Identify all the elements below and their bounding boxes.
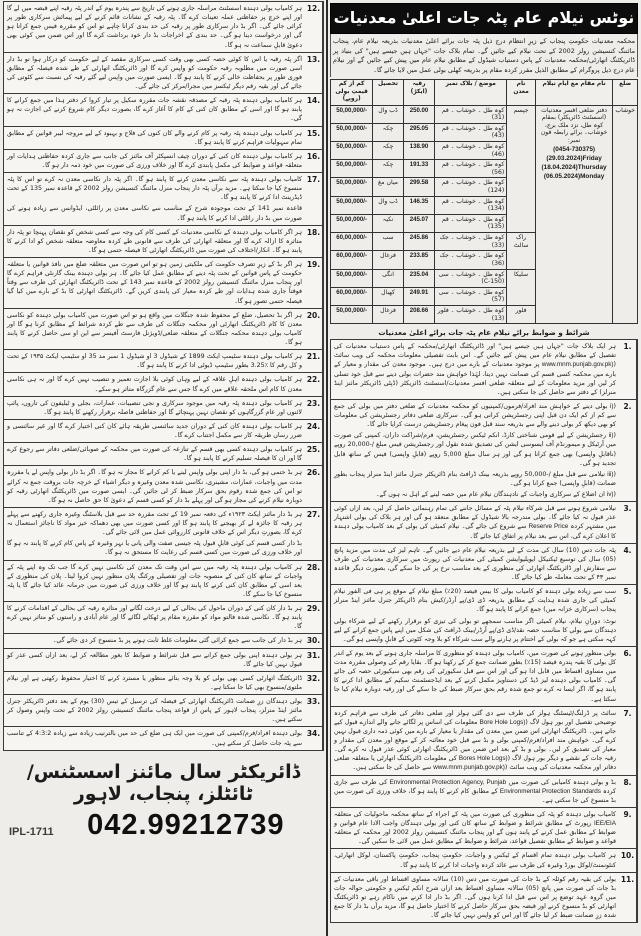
price-cell: 50,00,000/- — [331, 105, 373, 123]
block-number-cell: کوہ طل ۔ خوشاب ۔ قم (43) — [435, 123, 507, 141]
term-text: ہر بڈ دار مائنز ایکٹ ۱۹۲۳ء کی دفعہ نمبر 19 کے تحت مقررہ حد سے قبل بلاسٹنگ وغیرہ جاری رکھنے سے پہلے ہر رقبہ کا جائزہ لے کر بھیجنے کا پابند ہو گا اور کسی صورت میں بھی دھماکہ خیز مواد کا ناجائز استعمال نہ کرے گا، بصورتِ دیگر اس کے خلاف قانونی کارروائی عمل میں لائی جائے گی۔ بڈ دار کسی قسم کی کوئی قابلِ قبول پٹہ جیسی صفت والی پانی یا نہر وغیرہ کے پاس کام کرنے کا پابند نہ ہو گا اور خلاف ورزی کی صورت میں کسی قسم کی رعایت کا مستحق نہ ہو گا۔ — [7, 510, 302, 557]
term-text: بولی منظور ہونے کی صورت میں، کامیاب بولی دہندہ کو منظوری کا مراسلہ جاری ہونے کے بعد یوم کے اندر کل بولی کا بقیہ پندرہ فیصد (15٪) بطورِ ضمانت جمع کر کے رکھنا ہو گا۔ بقایا رقم کی وصولی مقررہ مدت میں مساوی اقساط میں قابل ادا ہو گی اور اس سے قبل سکیورٹی کی رقم بھی سیکیورٹی حصہ کی جائے گی۔ کامیاب بولی دہندہ لیز ڈیڈ کی دستاویز مکمل کرنے کے بعد ایڈجسٹمنٹ سکیم کے مطابق ادا کرنے کا پابند ہو گا، اگر ایسا نہ کرے تو جمع شدہ رقم بحق سرکار ضبط کی جا سکے گی اور رقبہ دوبارہ نیلام کیا جا سکتا ہے۔ — [334, 649, 616, 703]
block-number-cell: کوہ طل ۔ خوشاب ۔ سی (57) — [435, 287, 507, 305]
intro-paragraph: محکمہ معدنیات حکومتِ پنجاب کے زیرِ انتظام درج ذیل پٹہ جات برائے اعلیٰ معدنیات بذریعہ نیلام عام، پنجاب مائننگ کنسیشن رولز 2002 کے تحت نیلام کیے جائیں گے۔ تمام بلاک جات "جہاں ہیں جیسے ہیں" کی بنیاد پر ڈائریکٹنگ اتھارٹی/محکمہ معدنیات کے پاس دستیاب شیڈول کے مطابق نیلام عام میں پیش کیے جائیں گے اور نیلام عام درج ذیل پروگرام کے مطابق الذیل مقرر کردہ مقام پر بذریعہ کھلی بولی عمل میں لایا جائے گا۔ — [330, 34, 638, 77]
term-item — [3, 257, 324, 309]
term-item — [330, 872, 638, 924]
phone-number: 042.99212739 — [87, 808, 285, 841]
term-number: 25. — [305, 443, 323, 465]
area-cell: 295.05 — [403, 123, 435, 141]
tehsil-cell: انگی — [373, 269, 404, 287]
column-header: ضلع — [613, 80, 638, 105]
term-text: ہر کامیاب بولی دہندہ اہلِ علاقہ کے لیے وہاں کوئی بلا اجازت تعمیر و تنصیب نہیں کرے گا اور نہ ہی نکاسی معدن کا کام اس ملحقہ علاقے میں کرے گا جس سے عام گزرگاہ متاثر ہو سکے۔ — [7, 376, 302, 393]
term-item — [330, 646, 638, 707]
price-cell: 50,00,000/- — [331, 123, 373, 141]
term-item — [3, 601, 324, 634]
term-number: 3. — [619, 502, 637, 543]
price-cell: 50,00,000/- — [331, 214, 373, 232]
term-number: 19. — [305, 258, 323, 308]
term-item — [3, 419, 324, 443]
term-item — [3, 372, 324, 396]
venue-phone: (0454-730375) — [553, 145, 596, 153]
term-text: ہر کامیاب بولی دہندہ تمام اقسام کے ٹیکس و واجبات، حکومتِ پنجاب، حکومتِ پاکستان، لوکل اتھارٹی، کنٹونمنٹ/لوکل بورڈ وغیرہ کی طرف سے عائد کردہ واجبات ادا کرنے کا پابند ہو گا۔ — [334, 852, 616, 869]
term-number: 31. — [305, 649, 323, 671]
term-item — [3, 172, 324, 226]
price-cell: 50,00,000/- — [331, 305, 373, 323]
term-item — [3, 694, 324, 727]
term-item — [3, 149, 324, 173]
table-row — [331, 105, 638, 123]
term-number: 18. — [305, 226, 323, 257]
tehsil-cell: کھبال — [373, 287, 404, 305]
term-number: 22. — [305, 373, 323, 395]
term-number: 14. — [305, 94, 323, 125]
block-number-cell: کوہ طل ۔ خوشاب ۔ جک (36) — [435, 251, 507, 269]
term-number: 10. — [619, 849, 637, 871]
area-cell: 138.90 — [403, 142, 435, 160]
term-item — [330, 339, 638, 400]
term-text: اگر پٹہ رقبہ یا اس کا کوئی حصہ کسی بھی وقت کسی سرکاری مقصد کے لیے حکومت کو درکار ہوا تو بڈ دار اسی صورت میں مطلوبہ رقبہ حکومت کو واپس کرے گا اور ڈائریکٹنگ اتھارٹی کے طے شدہ فیصلہ کے مطابق فوری طور پر بحفاظت خالی کرنے کا پابند ہو گا۔ ایسی صورت میں واپس لیے گئے رقبہ کی نسبت سے کٹوتی کی جائے گی اور بقیہ رقم دیگر ٹیکسز میں مجرا/مرکز کی جائے گی۔ — [7, 55, 302, 90]
district-cell: خوشاب — [613, 105, 638, 324]
term-text: کامیاب بولی دہندہ پٹہ سے نکاسی معدن کرنے کا پابند ہو گا۔ اگر پٹہ دار نکاسی معدن نہ کرے تو اس کا پٹہ منسوخ کیا جا سکتا ہے۔ مزید برآں پٹہ دار پنجاب منرل مائننگ کنسیشن رولز 2002 کے قاعدہ نمبر 135 کے تحت ڈیڈرینٹ ادا کرنے کا پابند ہو گا۔ قاعدہ نمبر 141 کے تحت موجودہ شرح کے مناسب سے نکاسی معدن پر رائلٹی، ایڈوانس سے زیادہ ہونے کی صورت میں بڈ دار رائلٹی ادا کرنے کا پابند ہو گا۔ — [7, 176, 302, 222]
term-item — [3, 308, 324, 351]
mineral-cell: فلور — [507, 305, 535, 323]
column-header: کم از کم قیمتِ بولی (روپے) — [331, 80, 373, 105]
term-item — [330, 399, 638, 502]
term-item — [3, 442, 324, 466]
mineral-cell: جپسم — [507, 105, 535, 233]
term-number: 32. — [305, 672, 323, 694]
terms-heading: شرائط و ضوابط برائے نیلام عام پٹہ جات برائے اعلیٰ معدنیات — [378, 328, 590, 338]
area-cell: 249.91 — [403, 287, 435, 305]
term-text: ہر اگر کامیاب بولی دہندہ کے نکاسی معدنیات کے کسی کام کی وجہ سے کسی شخص کو نقصان پہنچا تو پٹہ دار متاثرہ کا ازالہ کرے گا اور متعلقہ اتھارٹی کی طرف سے قانونی طے کردہ معاوضہ متعلقہ شخص کو ادا کرنے کا پابند ہو گا۔ انکار/اختلاف کی صورت میں ڈائریکٹنگ اتھارٹی کا فیصلہ حتمی ہو گا۔ — [7, 228, 302, 254]
term-number: 23. — [305, 397, 323, 419]
auction-schedule-table — [330, 79, 638, 324]
term-text: پٹہ جات دس (10) سال کی مدت کے لیے بذریعہ نیلام عام دیے جائیں گے۔ تاہم لیز کی مدت میں مزید پانچ (05) سال کی توسیع ٹیکنیکل ایویلیوایشن کمیٹی کی معدنیات کی رپورٹ میں سرکاری معدنیات کی طرف سے سفارش اور ڈائریکٹنگ اتھارٹی کی منظوری کے بعد مناسب نرخ پر کی جا سکے گی، بصورت دیگر قاعدہ نمبر ۴۳ کے تحت معاملہ طے کیا جائے گا۔ — [334, 546, 616, 582]
term-item — [3, 52, 324, 95]
term-text: سائٹ پر ڈرلنگ/ٹیسٹنگ ہولز کی طرف سے دی گئی ہولز اور ضلعی دفاتر کی طرف سے فراہم کردہ توضیحی تفصیل اور بور ہول لاگ (Bore Hole Logs) معلومات کی اساس پر لگائے جانے والے اندازے قبول کیے جاتے ہیں۔ ڈائریکٹنگ اتھارٹی اس ضمن میں معدن کی مقدار یا معیار کے بارے میں کوئی ذمہ داری قبول نہیں کرے گی۔ خواہش مند افراد/فرم/کمپنی بولی و بڈ سے قبل خود معائنہ کر کے موقع اور معدن کی مقدار و معیار کی تصدیق کر لیں۔ بولی و بڈ کے بعد اس ضمن میں ڈائریکٹنگ اتھارٹی کوئی عذر قبول نہ کرے گی۔ رقبہ جات کے نقشے و دیگر بور ہول لاگ (Bores Hole Logs) کی معلومات ڈائریکٹنگ اتھارٹی یا متعلقہ ضلعی دفاتر اور محکمہ معدنیات کی ویب سائٹ (www.mnm.punjab.gov.pk) سے حاصل کی جا سکتی ہیں۔ — [334, 709, 617, 772]
price-cell: 60,00,000/- — [331, 251, 373, 269]
terms-list-1-11 — [330, 340, 638, 923]
tehsil-cell: فرغال — [373, 305, 404, 323]
term-item — [330, 584, 638, 647]
term-number: 7. — [619, 707, 637, 775]
term-text: بڈ و بولی دہندہ کامیابی کی صورت میں Environmental Protection Agency, Punjab کی طرف سے جاری کردہ Environmental Protection Standards کے مطابق کام کرنے کا پابند ہو گا، خلاف ورزی کی صورت میں بڈ منسوخ کی جا سکتی ہے۔ — [334, 778, 616, 804]
term-text: ہر کامیاب بولی دہندہ پٹہ رقبہ پر کام کرنے والے کان کنوں کی فلاح و بہبود کے لیے مروجہ لیبر قوانین کے مطابق تمام سہولیات فراہم کرنے کا پابند ہو گا۔ — [7, 129, 302, 146]
term-text: ہر کامیاب بولی دہندہ پٹہ رقبہ میں سے اس وقت تک معدن کی نکاسی نہیں کرے گا جب تک وہ اپنے پٹہ کے واجبات کے ساتھ کان کنی کے منصوبہ جات اور تفصیلی ورکنگ پلان منظور نہیں کروا لیتا۔ پلان کی منظوری کے بعد اسی کے مطابق کان کنی کرنے کا پابند ہو گا اور خلاف ورزی کی صورت میں جرمانہ عائد کیا جائے گا یا پٹہ منسوخ کیا جا سکے گا۔ — [7, 563, 302, 598]
term-text: ہر کامیاب بولی دہندہ کان کنی کے دوران جدید سائنسی طریقہ ہائے کان کنی اختیار کرے گا اور غیر سائنسی و ضرر رساں طریقہ کار سے مکمل اجتناب کرے گا۔ — [7, 422, 302, 439]
auction-date: (06.05.2024)Monday — [543, 172, 605, 180]
area-cell: 250.00 — [403, 105, 435, 123]
term-number: 13. — [305, 53, 323, 94]
term-number: 34. — [305, 727, 323, 749]
term-text: (i) بولی دینے کے خواہش مند افراد/فرموں/کمپنیوں کو محکمہ معدنیات کے ضلعی دفتر میں بولی کی جمع سے کم از کم ایک دن قبل اپنی رجسٹریشن کرانی ہو گی۔ سرکاری ضلعی دفاتر رجسٹریشن کی معلومات کو بھی دیکھ کر بولی دینے والے سے بذریعہ سند قبل فون پیغام رجسٹریشن درست کرایا جائے گا۔ (ii) رجسٹریشن کے لیے قومی شناختی کارڈ، انکم ٹیکس رجسٹریشن، فرم/شراکت داران، کمپنی کی صورت میں آرٹیکل و میمورنڈم آف ایسوسی ایشن کی تصدیق شدہ نقول اور رجسٹریشن فیس مبلغ /-20,000 روپے (ناقابلِ واپسی) بھی جمع کرانا ہو گی اور ہر سال مبلغ 5,000 روپے (قابلِ واپسی) فیس کے ساتھ قابل تجدید ہو گی۔ (iii) نیلامی سے قبل مبلغ /-50,000 روپے بذریعہ بینک ڈرافٹ بنام ڈائریکٹر جنرل مائنز اینڈ منرلز پنجاب بطورِ ضمانت (قابلِ واپسی) جمع کرانا ہو گی۔ (iv) ان اضلاع کے سرکاری واجبات کے نادہندگان نیلام عام میں حصہ لینے کے اہل نہ ہوں گے۔ — [334, 402, 617, 499]
term-number: 12. — [305, 2, 323, 52]
term-text: ہر بڈ دار کان کنی کے دوران ماحول کی بحالی کے لیے درخت لگانے اور متاثرہ رقبہ کی بحالی کے اقدامات کرنے کا پابند ہو گا۔ نکاسی شدہ فالتو مواد کو مقررہ مقام پر ٹھکانے لگائے گا اور عام آبادی و راستوں کو متاثر نہیں کرے گا۔ — [7, 605, 302, 631]
mineral-cell: راک سالٹ — [507, 233, 535, 269]
term-text: ہر کامیاب بولی دہندہ پٹہ رقبہ کے مصدقہ نقشہ جات مقررہ سکیل پر تیار کروا کر دفتر ہذا میں جمع کرانے کا پابند ہو گا اور اسی کے مطابق کان کنی کے کام کا آغاز کرے گا، بصورت دیگر کام شروع کرنے کی اجازت نہ ہو گی۔ — [7, 97, 302, 123]
term-number: 30. — [305, 634, 323, 647]
term-number: 24. — [305, 420, 323, 442]
term-text: ڈائریکٹنگ اتھارٹی کسی بھی بولی کو بلا وجہ بتائے منظور یا مسترد کرنے کا اختیار محفوظ رکھتی ہے اور نیلام ملتوی/منسوخ بھی کیا جا سکتا ہے۔ — [7, 674, 302, 691]
term-item — [3, 1, 324, 53]
table-header — [331, 80, 638, 105]
term-number: 2. — [619, 400, 637, 501]
area-cell: 299.58 — [403, 178, 435, 196]
term-text: ہر کامیاب بولی دہندہ اسسٹنٹ مراسلہ جاری ہونے کی تاریخ سے پندرہ یوم کے اندر پٹہ رقبہ اپنے قبضہ میں لے گا اور اپنے خرچ پر حفاظتی عملہ تعینات کرے گا۔ پٹہ رقبہ کے نشانات قائم کرنے کے لیے پیمائش سرکاری طور پر کرائی جائے گی۔ اگر بڈ دار سرکاری طور پر رقبہ کی حد بندی کرانا چاہے تو اس کو مقررہ فیس جمع کرانا ہو گی اور درخواست دینا ہو گی۔ حد بندی کے اخراجات بڈ دار خود برداشت کرے گا اور اس ضمن میں کوئی بھی دعویٰ قابلِ سماعت نہ ہو گا۔ — [7, 5, 302, 49]
term-text: ہر کامیاب بولی دہندہ کسی بھی قسم کے تنازعہ کی صورت میں محکمہ کے صوبائی/ضلعی دفاتر سے رجوع کرے گا اور ان کا فیصلہ تسلیم کرنے کا پابند ہو گا۔ — [7, 446, 302, 463]
area-cell: 208.66 — [403, 305, 435, 323]
price-cell: 50,00,000/- — [331, 196, 373, 214]
term-item — [3, 671, 324, 695]
main-column-right — [328, 0, 641, 936]
mineral-cell: سلیکا — [507, 269, 535, 305]
term-item — [330, 706, 638, 776]
price-cell: 50,00,000/- — [331, 178, 373, 196]
block-number-cell: کوہ طل ۔ خوشاب ۔ قم (56) — [435, 160, 507, 178]
area-cell: 235.04 — [403, 269, 435, 287]
term-text: کامیاب بولی دہندہ کو پٹہ کی منظوری کی صورت میں پٹہ کے اجراء کے ساتھ محکمہ ماحولیات کی متعلقہ IEE/EIA رپورٹ کے مطابق شرائط و ضوابط کے ساتھ کان کنی اور بولی دہندگان واجب الادا عام قوانین و ضوابط کے مطابق عمل کرنے کے پابند ہوں گے اور پنجاب مائننگ کنسیشن رولز 2002 اور محکمہ کے متعلقہ قواعد و ضوابط کے مطابق تفصیل قواعد، شرائط و ضوابط کے مطابق عمل میں لائی جا سکیں گی۔ — [334, 810, 617, 846]
term-number: 26. — [305, 466, 323, 507]
price-cell: 50,00,000/- — [331, 160, 373, 178]
term-text: ہر اگر بڈ تحصیل، ضلع کے محفوظ شدہ جنگلات میں واقع ہو تو اس صورت میں کامیاب بولی دہندہ کو نکاسی معدن کا کام ڈائریکٹنگ اتھارٹی اور محکمہ جنگلات کی طرف سے طے کردہ شرائط کے مطابق کرنا ہو گا اور کامیاب بولی دہندہ محکمہ جنگلات کے متعلقہ ضلعی/ڈویژنل فارسٹ آفیسر سے این او سی حاصل کرنے کا پابند ہو گا۔ — [7, 311, 302, 346]
term-number: 4. — [619, 544, 637, 585]
area-cell: 245.86 — [403, 233, 435, 251]
tehsil-cell: سب — [373, 233, 404, 251]
price-cell: 60,00,000/- — [331, 287, 373, 305]
term-text: ہر بڈ دار کی جانب سے جمع کرائی گئی معلومات غلط ثابت ہونے پر بڈ منسوخ کر دی جائے گی۔ — [52, 637, 302, 645]
auction-date: (18.04.2024)Thursday — [541, 163, 607, 171]
term-item — [330, 543, 638, 586]
term-text: نیلامی شروع ہونے سے قبل شرکاء نیلام پٹہ کے مسائل جاننے کی تمام رہنمائی حاصل کر لیں، بعد ازاں کوئی عذر قبول نہ کیا جائے گا۔ بولی مندرجہ بالا شیڈول کے مطابق منعقد ہو گی اور ہر بلاک کی بولی اشتہار میں مشتہر کردہ Reserve Price سے شروع کی جائے گی۔ نیلام کمیٹی کی بولی کے بعد کامیاب بولی دہندہ کا اعلان کرے گی، اس سے بعد نیلام پر اتفاق کیا جائے گا۔ — [334, 505, 617, 540]
term-text: بولی کی بقیہ رقم کوئلہ کے بڈ جات کی صورت میں دس (10) سالانہ مساوی اقساط اور باقی معدنیات کے بڈ جات کی صورت میں پانچ (05) سالانہ مساوی اقساط بعد ازاں شرح انکم ٹیکس و حکومتی حوالہ جات میں گروہ عہد توضع پر اس سے قبل ادا کرنا ہوں گی۔ اگر بڈ دار ادا کرنے میں ناکام رہے تو ڈائریکٹنگ اتھارٹی کو بڈ منسوخ کرنے اور قبضہ بحق سرکار حاصل کرنے کا اختیار حاصل ہو گا، مزید برآں بڈ دار کا جمع شدہ زرِ ضمانت ضبط کر لیا جائے گا اور اس کو واپس نہیں کیا جائے گا۔ — [334, 875, 616, 920]
auction-date: (29.03.2024)Friday — [546, 154, 602, 162]
area-cell: 233.85 — [403, 251, 435, 269]
term-item — [330, 501, 638, 544]
venue-and-dates-cell: دفتر ضلعی افسر معدنیات (اسسٹنٹ ڈائریکٹر) بمقام کوہ طل، نزد ملک برج، خوشاب۔ برائے رابطہ فون نمبر: (0454-730375) (29.03.2024)Friday (18.04.2024)Thursday (06.05.2024)Monday — [535, 105, 613, 324]
price-cell: 50,00,000/- — [331, 269, 373, 287]
column-header: نام معدن — [507, 80, 535, 105]
block-number-cell: کوہ طل ۔ خوشاب ۔ قم (31) — [435, 105, 507, 123]
term-text: ہر بولی دہندہ اپنی بولی جمع کرانے سے قبل شرائط و ضوابط کا بغور مطالعہ کر لے، بعد ازاں کسی عذر کو قبول نہیں کیا جائے گا۔ — [7, 651, 302, 668]
term-number: 6. — [619, 647, 637, 706]
term-item — [3, 225, 324, 258]
term-text: ہر کامیاب بولی دہندہ سٹیمپ ایکٹ 1899 کے شیڈول 3 او شیڈول 1 نمبر مد 35 او سٹیمپ ایکٹ ۱۹۳۵ کے تحت و کل رقم کا ٪3.25 بطور سٹیمپ ڈیوٹی ادا کرنے کا پابند ہو گا۔ — [7, 353, 302, 370]
term-text: ہر کامیاب بولی دہندہ پٹہ رقبہ میں موجود سرکاری و نجی تنصیبات، عمارات، بجلی و ٹیلیفون کی تاروں، پائپ لائنوں اور عام گزرگاہوں کو نقصان نہیں پہنچائے گا اور حفاظتی فاصلہ برقرار رکھنے کا پابند ہو گا۔ — [7, 399, 302, 416]
notice-title: نوٹس نیلام عام پٹہ جات اعلیٰ معدنیات — [330, 3, 638, 34]
column-header: نام مقام مع ایامِ نیلام — [535, 80, 613, 105]
term-number: 16. — [305, 150, 323, 172]
term-item — [3, 560, 324, 603]
block-number-cell: کوہ طل ۔ خوشاب ۔ جک (33) — [435, 233, 507, 251]
term-item — [330, 807, 638, 850]
term-number: 9. — [619, 808, 637, 849]
tehsil-cell: میاں مغ — [373, 178, 404, 196]
term-text: ہر بڈ حتمی ہو گی، بڈ دار اپنی بولی واپس لینے یا کم کرانے کا مجاز نہ ہو گا۔ اگر بڈ دار بولی واپس لے یا مقررہ مدت میں واجبات، عمارات، مشینری، نکاسی شدہ معدن وغیرہ و دیگر اشیاء کے خرچہ جات بروقت جمع نہ کرائے تو اس کی جمع شدہ رقوم بحق سرکار ضبط کر لی جائیں گی۔ ایسی صورت میں ڈائریکٹنگ اتھارٹی رقبہ کو دوبارہ نیلام کرنے کی مجاز ہو گی اور پہلے بڈ دار کو کسی قسم کے دعویٰ کا حق حاصل نہ ہو گا۔ — [7, 469, 302, 504]
term-text: بولی دہندگان زرِ ضمانت ڈائریکٹنگ اتھارٹی کے فیصلہ کی ترسیل کے تیس (30) یوم کے بعد دفتر ڈائریکٹر جنرل مائنز اینڈ منرلز، پنجاب لاہور کے پاس از قواعد پنجاب مائننگ کنسیشن رولز 2002 کے تحت واپس وصول کر سکتے ہیں۔ — [7, 698, 302, 724]
tehsil-cell: فرغال — [373, 251, 404, 269]
term-number: 27. — [305, 508, 323, 560]
term-item — [3, 93, 324, 126]
term-number: 5. — [619, 585, 637, 646]
tehsil-cell: ڈب وال — [373, 196, 404, 214]
column-header: موضع / بلاک نمبر — [435, 80, 507, 105]
term-number: 28. — [305, 561, 323, 602]
block-number-cell: کوہ طل ۔ خوشاب ۔ سی (150-C) — [435, 269, 507, 287]
term-item — [3, 726, 324, 750]
term-item — [3, 396, 324, 420]
term-item — [3, 465, 324, 508]
term-number: 1. — [619, 340, 637, 399]
ipl-code: IPL-1711 — [9, 825, 54, 838]
term-item — [3, 349, 324, 373]
term-item — [330, 775, 638, 808]
term-number: 33. — [305, 695, 323, 726]
price-cell: 50,00,000/- — [331, 142, 373, 160]
price-cell: 60,00,000/- — [331, 233, 373, 251]
tehsil-cell: چکہ — [373, 142, 404, 160]
tehsil-cell: نکیہ — [373, 214, 404, 232]
term-item — [330, 848, 638, 872]
term-text: ہر کامیاب بولی دہندہ کان کنی کے دوران چیف انسپکٹر آف مائنز کی جانب سے جاری کردہ حفاظتی ہدایات اور متعلقہ قواعد و ضوابط کی مکمل پابندی کرے گا اور خلاف ورزی کی صورت میں خود ذمہ دار ہو گا۔ — [7, 152, 302, 169]
area-cell: 191.33 — [403, 160, 435, 178]
term-text: بولی دہندہ افراد/فرم/کمپنی کی صورت میں ایک ہی ضلع کی حد میں بالترتیب زیادہ سے زیادہ 4:3:2 کے تناسب سے پٹہ جات حاصل کر سکتے ہیں۔ — [7, 730, 302, 747]
term-item — [3, 507, 324, 561]
block-number-cell: کوہ طل ۔ خوشاب ۔ قم (46) — [435, 142, 507, 160]
tehsil-cell: چکہ — [373, 160, 404, 178]
term-number: 21. — [305, 350, 323, 372]
term-number: 17. — [305, 173, 323, 225]
term-number: 29. — [305, 602, 323, 633]
tehsil-cell: چکہ — [373, 123, 404, 141]
footer-row — [3, 807, 324, 846]
term-text: ہر ایک بلاک جات "جہاں ہیں جیسے ہیں" اور ڈائریکٹنگ اتھارٹی/محکمہ کے پاس دستیاب معدنیات کی تفصیل کے مطابق نیلام عام میں پیش کیے جائیں گے۔ اس بابت تفصیلی معلومات محکمہ کی ویب سائٹ (www.mnm.punjab.gov.pk) پر موجود معدنیات کے بارے میں درج ہیں۔ موجود معدن کی مقدار و معیار کے بارے میں محکمہ کسی قسم کی ضمانت نہیں دیتا، لہٰذا خواہش مند حضرات بولی دینے سے قبل خود تسلی کر لیں اور مزید معلومات کے لیے متعلقہ ضلعی افسر معدنیات/اسسٹنٹ ڈائریکٹر (ڈپٹی ڈائریکٹر مائنز اینڈ منرلز) کے دفتر سے حاصل کی جا سکتی ہیں۔ — [334, 343, 616, 396]
term-number: 15. — [305, 127, 323, 149]
block-number-cell: کوہ طل ۔ خوشاب ۔ قم (134) — [435, 196, 507, 214]
term-item — [3, 126, 324, 150]
terms-list-12-34 — [3, 2, 324, 751]
block-number-cell: کوہ طل ۔ خوشاب ۔ قم (135) — [435, 214, 507, 232]
block-number-cell: کوہ طل ۔ خوشاب ۔ قم (124) — [435, 178, 507, 196]
area-cell: 146.35 — [403, 196, 435, 214]
term-text: سب سے زیادہ بولی دہندہ کو کامیاب بولی کا بیس فیصد (20٪) مبلغ نیلام کے موقع پر ہی فی الفور نیلام کمیٹی کی جاری شدہ ہدایت کے مطابق بذریعہ ڈی ڈی/پے آرڈر/کیش بنام ڈائریکٹر جنرل مائنز اینڈ منرلز پنجاب (سرکاری خزانہ میں) جمع کرانے کا پابند ہو گا۔ نوٹ: دورانِ نیلام، نیلام کمیٹی اگر مناسب سمجھے تو بولی کی تیزی کو برقرار رکھنے کے لیے شرکاء بولی دہندگان سے بولی کا مناسب حصہ نقد/ڈی ڈی/پے آرڈر/بینک ڈرافٹ کی شکل میں اپنے پاس جمع کرانے کے لیے کہہ سکتی ہے جو کہ بولی کے اختتام پر ہارنے والے سب شرکاء کو بلا وجہ کٹوتی کے قابلِ واپسی ہو گی۔ — [334, 588, 616, 643]
signature-line: ڈائریکٹر سال مائنز اسسٹنس/ٹائٹلز، پنجاب، لاہور — [26, 760, 301, 805]
term-item — [3, 648, 324, 672]
area-cell: 245.07 — [403, 214, 435, 232]
term-item — [3, 633, 324, 648]
term-text: ہر اگر بڈ کے زیرِ تصرف حکومت کی ملکیتی زمین ہو تو اس صورت میں متعلقہ ضلع میں نافذ قوانین یا متعلقہ حکومت کے پاس قوانین کے تحت پٹہ دینے کے مطابق عمل کیا جائے گا۔ ہر بولی دہندہ بینک گارنٹی فراہم کرے گا اور پنجاب منرل مائننگ کنسیشن رولز 2002 کے قاعدہ نمبر 143 کے تحت ڈائریکٹنگ اتھارٹی کی طرف سے وقتاً فوقتاً جاری شدہ ہدایات اور طے کردہ معیار کی پابندی کریں گے۔ ڈائریکٹنگ اتھارٹی کا بڈ کے بارے میں کیا گیا فیصلہ حتمی تصور ہو گا۔ — [7, 261, 302, 305]
column-header: تحصیل — [373, 80, 404, 105]
block-number-cell: کوہ طل ۔ خوشاب ۔ فلور (13) — [435, 305, 507, 323]
term-number: 8. — [619, 776, 637, 807]
term-number: 11. — [619, 873, 637, 923]
tehsil-cell: ڈب وال — [373, 105, 404, 123]
column-header: رقبہ (ایکڑ) — [403, 80, 435, 105]
term-number: 20. — [305, 309, 323, 350]
